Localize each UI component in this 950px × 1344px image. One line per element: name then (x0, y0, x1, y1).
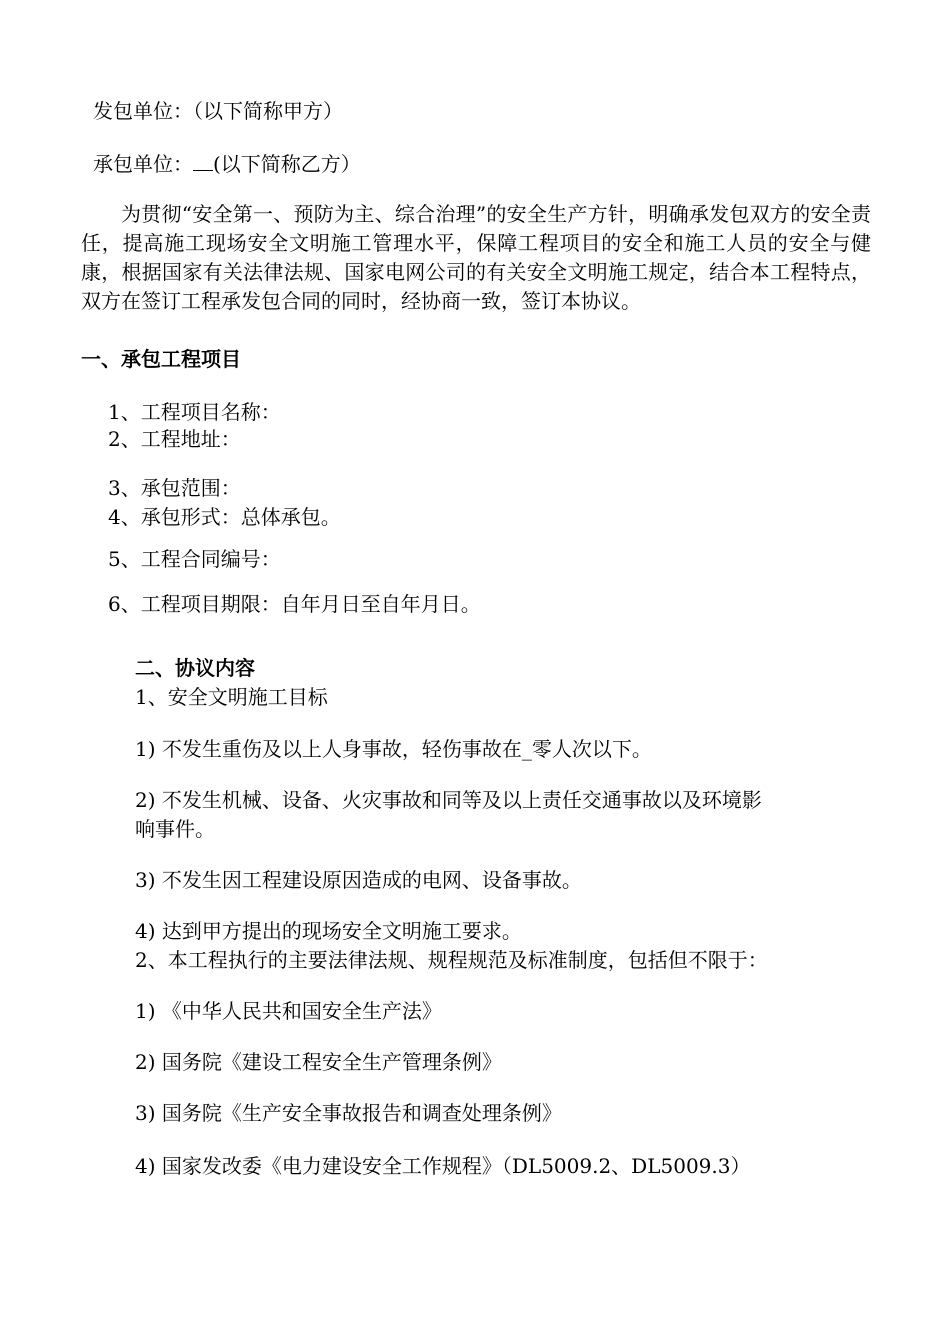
party-b-blank (193, 150, 213, 171)
law-item: 1) 《中华人民共和国安全生产法》 (135, 999, 442, 1023)
goal-item: 3) 不发生因工程建设原因造成的电网、设备事故。 (135, 868, 582, 892)
goal-item-continued: 响事件。 (135, 817, 215, 841)
party-b-label: 承包单位： (93, 152, 193, 176)
project-item: 5、工程合同编号： (108, 547, 281, 571)
law-item: 4) 国家发改委《电力建设安全工作规程》（DL5009.2、DL5009.3） (135, 1154, 751, 1178)
project-item: 1、工程项目名称： (108, 400, 281, 424)
party-a-line: 发包单位：（以下简称甲方） (93, 99, 343, 123)
party-b-note: (以下简称乙方） (213, 152, 361, 176)
goal-item: 4) 达到甲方提出的现场安全文明施工要求。 (135, 919, 522, 943)
project-item: 4、承包形式：总体承包。 (108, 505, 341, 529)
subsection-title: 1、安全文明施工目标 (135, 685, 328, 709)
subsection-title: 2、本工程执行的主要法律法规、规程规范及标准制度，包括但不限于： (135, 948, 768, 972)
section-1-title: 一、承包工程项目 (81, 347, 241, 371)
law-item: 3) 国务院《生产安全事故报告和调查处理条例》 (135, 1101, 562, 1125)
project-item: 3、承包范围： (108, 476, 241, 500)
goal-item: 2) 不发生机械、设备、火灾事故和同等及以上责任交通事故以及环境影 (135, 788, 762, 812)
project-item: 6、工程项目期限：自年月日至自年月日。 (108, 592, 481, 616)
section-2-title: 二、协议内容 (135, 656, 255, 680)
law-item: 2) 国务院《建设工程安全生产管理条例》 (135, 1050, 502, 1074)
project-item: 2、工程地址： (108, 427, 241, 451)
goal-item: 1) 不发生重伤及以上人身事故，轻伤事故在_零人次以下。 (135, 737, 652, 761)
party-b-line (93, 150, 361, 177)
intro-paragraph: 为贯彻“安全第一、预防为主、综合治理”的安全生产方针，明确承发包双方的安全责任，提高施工现场安全文明施工管理水平，保障工程项目的安全和施工人员的安全与健康，根据国家有关法律法规、国家电网公司的有关安全文明施工规定，结合本工程特点，双方在签订工程承发包合同的同时，经协商一致，签订本协议。 (81, 202, 871, 313)
